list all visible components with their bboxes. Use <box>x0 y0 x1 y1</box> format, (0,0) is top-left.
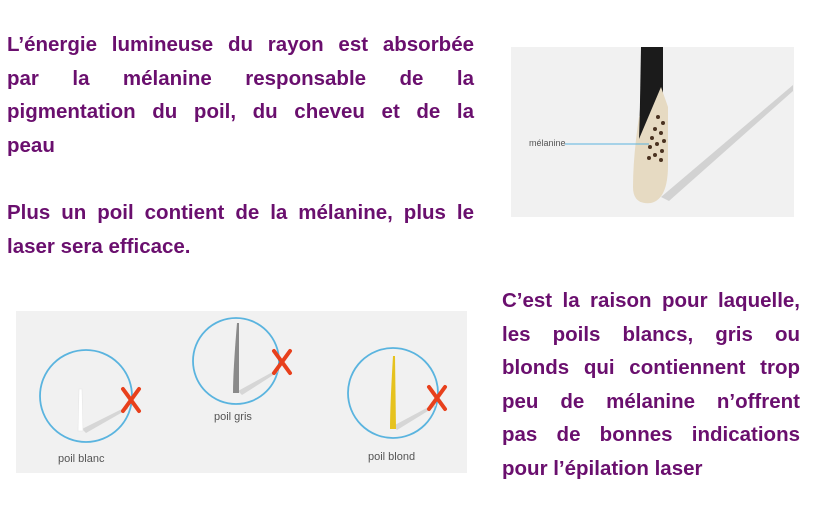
reason-line-3: blonds qui contiennent trop <box>502 356 800 379</box>
blond-hair-label: poil blond <box>368 451 416 463</box>
intro-line-3: pigmentation du poil, du cheveu et de la <box>7 100 474 123</box>
reason-line-6: pour l’épilation laser <box>502 456 703 480</box>
reason-line-5: pas de bonnes indications <box>502 423 800 446</box>
reason-paragraph <box>502 284 800 485</box>
hair-melanine-illustration <box>511 47 794 217</box>
hair-melanine-figure <box>511 47 794 217</box>
intro-line-2: par la mélanine responsable de la <box>7 66 474 90</box>
intro-line-4: peau <box>7 133 55 157</box>
grey-hair-icon <box>193 318 290 404</box>
white-hair-label: poil blanc <box>58 453 105 465</box>
reason-line-1: C’est la raison pour laquelle, <box>502 289 800 312</box>
blond-hair-icon <box>348 348 445 438</box>
hair-types-illustration <box>16 311 467 473</box>
melanine-paragraph <box>7 196 474 263</box>
melanine-line-2: laser sera efficace. <box>7 234 191 258</box>
grey-hair-label: poil gris <box>214 411 252 423</box>
intro-paragraph <box>7 28 474 162</box>
intro-line-1: L’énergie lumineuse du rayon est absorbée <box>7 33 474 56</box>
hair-types-figure <box>16 311 467 473</box>
melanine-label: mélanine <box>529 138 566 148</box>
white-hair-icon <box>40 350 139 442</box>
melanine-line-1: Plus un poil contient de la mélanine, plus le <box>7 201 474 224</box>
reason-line-4: peu de mélanine n’offrent <box>502 389 800 413</box>
hair-shadow <box>661 85 793 201</box>
reason-line-2: les poils blancs, gris ou <box>502 322 800 346</box>
